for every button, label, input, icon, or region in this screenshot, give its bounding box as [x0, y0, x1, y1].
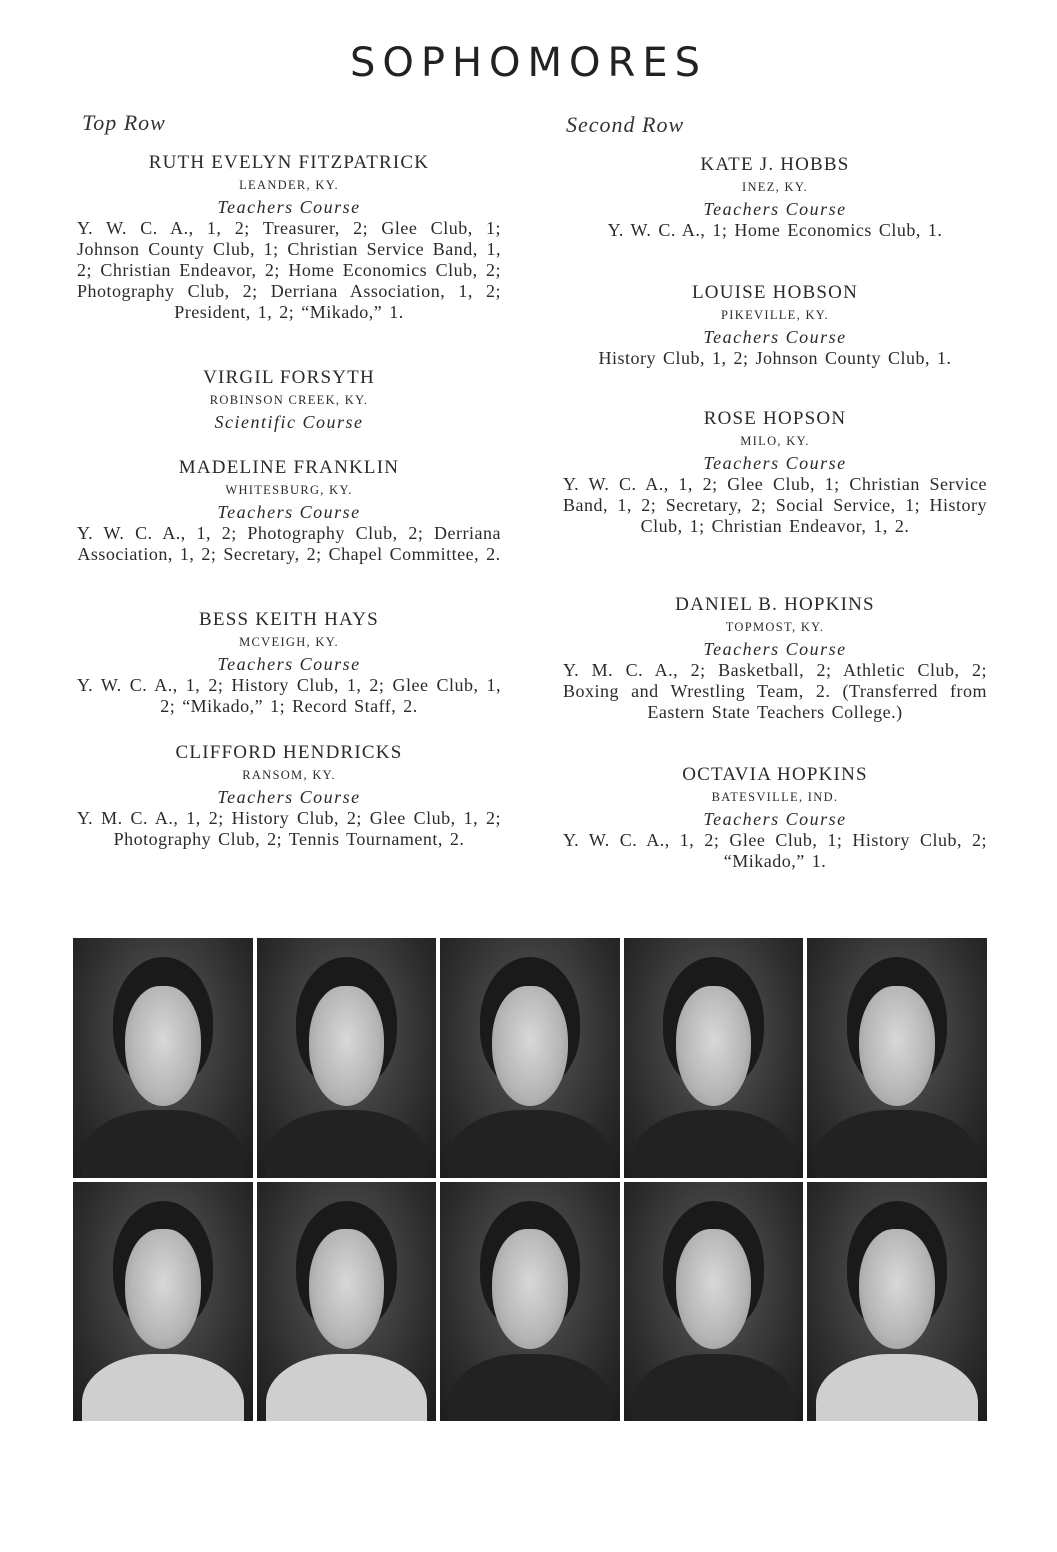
second-row-label: Second Row — [566, 112, 685, 137]
student-course: Scientific Course — [214, 412, 364, 432]
student-name: DANIEL B. HOPKINS — [675, 594, 875, 615]
student-entry — [77, 609, 501, 717]
student-entry — [563, 594, 987, 723]
student-entry — [77, 742, 501, 850]
portrait-photo — [73, 938, 253, 1178]
portrait-photo — [624, 938, 804, 1178]
student-course: Teachers Course — [703, 453, 847, 473]
portrait-photo — [73, 1182, 253, 1422]
student-town: BATESVILLE, IND. — [711, 790, 839, 804]
student-entry — [563, 154, 987, 241]
student-name: LOUISE HOBSON — [691, 282, 859, 303]
student-entry — [563, 408, 987, 537]
student-name: CLIFFORD HENDRICKS — [175, 742, 403, 763]
student-course: Teachers Course — [703, 199, 847, 219]
student-name: RUTH EVELYN FITZPATRICK — [148, 152, 430, 173]
student-activities: Y. W. C. A., 1, 2; Photography Club, 2; Derriana Association, 1, 2; Secretary, 2; Chapel Committee, 2. — [77, 523, 501, 564]
portrait-photo — [624, 1182, 804, 1422]
student-course: Teachers Course — [217, 197, 361, 217]
student-activities: Y. W. C. A., 1; Home Economics Club, 1. — [607, 220, 943, 240]
student-course: Teachers Course — [217, 502, 361, 522]
student-entry — [77, 457, 501, 565]
portrait-photo — [257, 938, 437, 1178]
student-town: TOPMOST, KY. — [725, 620, 825, 634]
top-row-label: Top Row — [82, 110, 166, 135]
student-entry — [77, 367, 501, 433]
student-course: Teachers Course — [217, 654, 361, 674]
portrait-photo — [807, 1182, 987, 1422]
student-entry — [77, 152, 501, 323]
page-title: SOPHOMORES — [349, 40, 707, 86]
student-entry — [563, 764, 987, 872]
portrait-photo — [807, 938, 987, 1178]
student-course: Teachers Course — [703, 809, 847, 829]
student-entry — [563, 282, 987, 369]
student-activities: Y. W. C. A., 1, 2; Glee Club, 1; Christian Service Band, 1, 2; Secretary, 2; Social Service, 1; History Club, 1; Christian Endeavor, 1, 2. — [563, 474, 987, 536]
photo-grid — [73, 938, 987, 1421]
student-town: MILO, KY. — [740, 434, 810, 448]
student-activities: Y. M. C. A., 2; Basketball, 2; Athletic Club, 2; Boxing and Wrestling Team, 2. (Transferred from Eastern State Teachers College.) — [563, 660, 987, 722]
student-name: BESS KEITH HAYS — [199, 609, 379, 630]
student-name: VIRGIL FORSYTH — [203, 367, 375, 388]
portrait-photo — [257, 1182, 437, 1422]
student-town: RANSOM, KY. — [242, 768, 336, 782]
student-name: KATE J. HOBBS — [700, 154, 850, 175]
student-town: WHITESBURG, KY. — [225, 483, 353, 497]
student-town: INEZ, KY. — [742, 180, 808, 194]
student-course: Teachers Course — [217, 787, 361, 807]
student-town: LEANDER, KY. — [239, 178, 339, 192]
student-name: MADELINE FRANKLIN — [178, 457, 400, 478]
student-activities: Y. W. C. A., 1, 2; Treasurer, 2; Glee Club, 1; Johnson County Club, 1; Christian Service Band, 1, 2; Christian Endeavor, 2; Home Economics Club, 2; Photography Club, 2; Derriana Association, 1, 2; President, 1, 2; “Mikado,” 1. — [77, 218, 501, 322]
student-town: PIKEVILLE, KY. — [721, 308, 829, 322]
portrait-photo — [440, 1182, 620, 1422]
student-town: MCVEIGH, KY. — [239, 635, 339, 649]
student-name: OCTAVIA HOPKINS — [682, 764, 868, 785]
student-activities: Y. W. C. A., 1, 2; Glee Club, 1; History Club, 2; “Mikado,” 1. — [563, 830, 987, 871]
student-course: Teachers Course — [703, 639, 847, 659]
portrait-photo — [440, 938, 620, 1178]
student-town: ROBINSON CREEK, KY. — [209, 393, 369, 407]
student-activities: Y. M. C. A., 1, 2; History Club, 2; Glee Club, 1, 2; Photography Club, 2; Tennis Tournament, 2. — [77, 808, 501, 849]
student-name: ROSE HOPSON — [703, 408, 847, 429]
student-course: Teachers Course — [703, 327, 847, 347]
student-activities: Y. W. C. A., 1, 2; History Club, 1, 2; Glee Club, 1, 2; “Mikado,” 1; Record Staff, 2. — [77, 675, 501, 716]
student-activities: History Club, 1, 2; Johnson County Club, 1. — [598, 348, 952, 368]
